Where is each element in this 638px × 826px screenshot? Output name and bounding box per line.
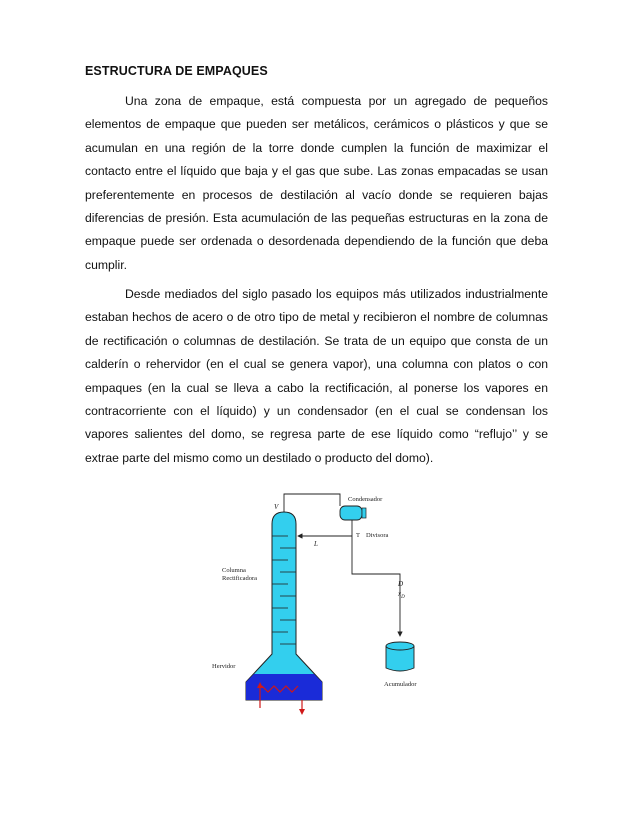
label-xd: $x_D$ xyxy=(398,590,405,600)
label-columna: Columna xyxy=(222,567,246,574)
label-condensador: Condensador xyxy=(348,496,383,503)
accumulator-icon xyxy=(386,642,414,671)
paragraph-distillation-columns: Desde mediados del siglo pasado los equipos más utilizados industrialmente estaban hechos de acero o de otro tipo de metal y recibieron el nombre de columnas de rectificación o columnas de destilación. Se trata de un equipo que consta de un calderín o rehervidor (en el cual se genera vapor), una columna con platos o con empaques (en la cual se lleva a cabo la rectificación, al ponerse los vapores en contracorriente con el líquido) y un condensador (en el cual se condensan los vapores salientes del domo, se regresa parte de ese líquido como “reflujo’’ y se extrae parte del mismo como un destilado o producto del domo). xyxy=(85,287,548,465)
distillate-line xyxy=(352,536,400,636)
label-divisora: Divisora xyxy=(366,532,389,539)
rectifying-column xyxy=(246,512,322,700)
label-acumulador: Acumulador xyxy=(384,681,417,688)
reboiler-liquid xyxy=(246,674,322,700)
condenser-icon xyxy=(340,506,366,520)
label-d: D xyxy=(398,580,404,588)
label-l: L xyxy=(314,540,318,548)
paragraph-packing-zone: Una zona de empaque, está compuesta por un agregado de pequeños elementos de empaque que pueden ser metálicos, cerámicos o plásticos y que se acumulan en una región de la torre donde cumplen la función de maximizar el contacto entre el líquido que baja y el gas que sube. Las zonas empacadas se usan preferentemente en procesos de destilación al vacío donde se requieren bajas diferencias de presión. Esta acumulación de las pequeñas estructuras en la zona de empaque puede ser ordenada o desordenada dependiendo de la función que deba cumplir. xyxy=(85,94,548,272)
vapor-line xyxy=(284,494,340,512)
label-hervidor: Hervidor xyxy=(212,663,236,670)
section-heading: ESTRUCTURA DE EMPAQUES xyxy=(85,64,268,78)
label-v: V xyxy=(274,503,279,511)
distillation-column-diagram xyxy=(190,484,430,700)
label-t: T xyxy=(356,532,360,539)
label-rectificadora: Rectificadora xyxy=(222,575,258,582)
